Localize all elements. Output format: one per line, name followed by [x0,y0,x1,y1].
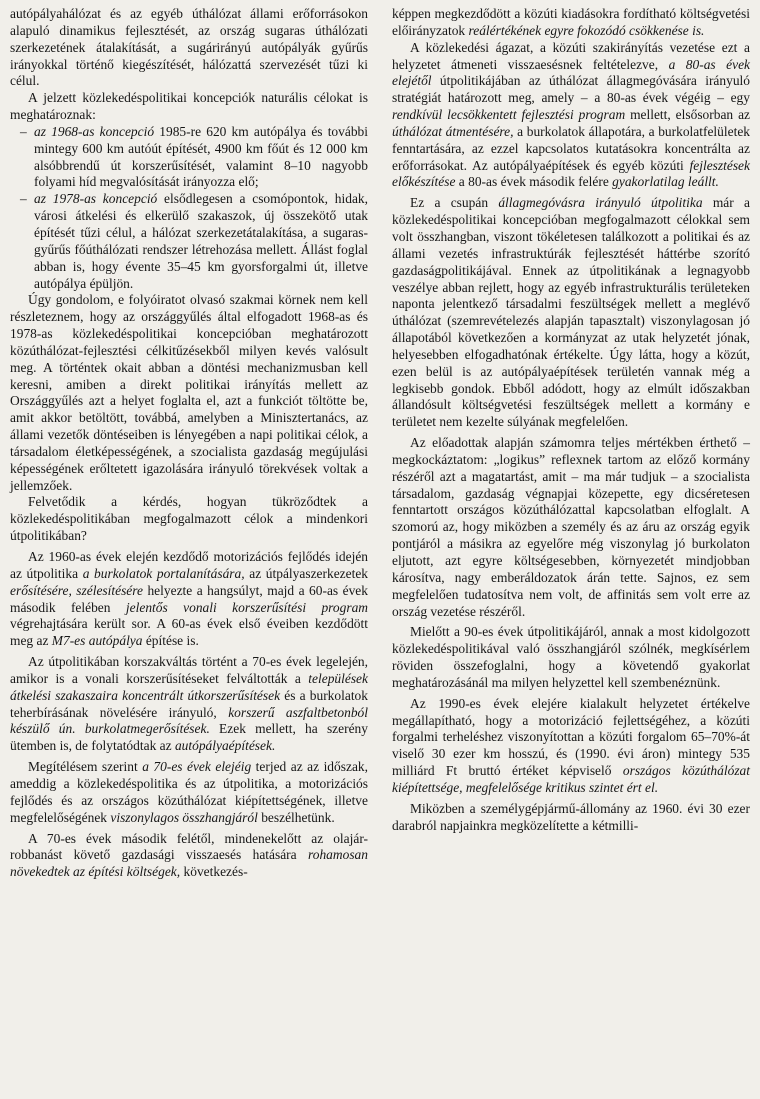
emphasis: országos közúthálózat kiépítettsége, megfelelősége kritikus szintet ért el. [392,763,750,795]
paragraph: Miközben a személygépjármű-állomány az 1960. évi 30 ezer darabról napjainkra megközelítette a kétmilli- [392,800,750,833]
paragraph [392,40,750,192]
paragraph: Felvetődik a kérdés, hogyan tükröződtek a közlekedéspolitikában megfogalmazott célok a mindenkori útpolitikában? [10,494,368,544]
text-run: 1985-re 620 km autópálya és további mintegy 600 km autóút építését, 4900 km főút és 12 000 km alsóbbrendű út korszerűsítését, valamint 8–10 nagyobb folyami híd megvalósítását irányozza elő; [34,123,368,190]
text-run: Ezek mellett, ha szerény ütemben is, de folytatódtak az [10,721,368,754]
emphasis: a burkolatok portalanítására, [82,565,245,581]
emphasis: M7-es autópálya [51,633,143,649]
text-run: A közlekedési ágazat, a közúti szakirányítás vezetése ezt a helyzetet átmeneti visszaesésnek feltételezve, [392,39,750,72]
paragraph [10,831,368,882]
emphasis: a 80-as évek elejétől [392,56,750,89]
text-run: útpolitikájában az úthálózat állagmegóvására irányuló stratégiát határozott meg, amely – a 80-as évek végéig – egy [392,73,750,106]
emphasis: gyakorlatilag leállt. [612,174,719,190]
emphasis: korszerű aszfaltbetonból készülő ún. burkolatmegerősítések. [10,704,369,737]
text-run: terjed az az időszak, ameddig a közlekedéspolitika és az útpolitika, a motorizációs fejlődés és az országos közúthálózat kiépítettségének, illetve megfelelőségének [10,759,368,825]
emphasis: állagmegóvásra irányuló útpolitika [498,195,703,211]
text-run: és a burkolatok teherbírásának növelésére irányuló, [10,687,368,720]
paragraph: autópályahálózat és az egyéb úthálózat állami erőforrásokon alapuló dinamikus fejlesztését, az ország sugaras úthálózati szerkezetének átalakítását, a sugárirányú autópályák gyűrűs irányokkal történő kiegészítését, hálózattá szervezését tűzi ki célul. [10,6,368,89]
text-run: Az útpolitikában korszakváltás történt a 70-es évek legelején, amikor is a vonali korszerűsítéseket felváltották a [10,654,368,686]
emphasis: jelentős vonali korszerűsítési program [125,599,369,615]
emphasis: a 70-es évek elejéig [142,759,252,775]
paragraph: Mielőtt a 90-es évek útpolitikájáról, annak a most kidolgozott közlekedéspolitikával való összhangjáról szólnék, megkísérlem röviden összefoglalni, hogy a követendő gyakorlat meghatározásánál ma milyen helyzettel kell szembenéznünk. [392,624,750,690]
emphasis: erősítésére, szélesítésére [10,582,143,598]
emphasis: rohamosan növekedtek az építési költségek, [10,847,368,880]
left-column [10,6,368,1099]
dash-bullet: – [20,123,27,139]
text-run: az útpályaszerkezetek [244,565,368,581]
paragraph [392,696,750,797]
paragraph: Az előadottak alapján számomra teljes mértékben érthető – megkockáztatom: „logikus” reflexnek tartom az előző kormány részéről azt a magatartást, amit – ma már tudjuk – a szocialista társadalom, gazdaság végnapjai közepette, egy dicséretesen fenntartott országos közúthálózattal kapcsolatban elfoglalt. A szomorú az, hogy miközben a személy és az áru az ország egyik pontjáról a másikra az egyelőre még viszonylag jó burkolaton eljutott, azt egyre költségesebben, környezetét mindjobban károsítva, nagy emberáldozatok árán tette. Sajnos, ez sem megfelelően tudatosítva nem volt, de affinitás sem volt erre az ország vezetése részéről. [392,435,750,619]
text-run: A 70-es évek második felétől, mindenekelőtt az olajár-robbanást követő gazdasági visszaesés hatására [10,830,368,863]
emphasis: fejlesztések előkészítése [392,157,750,190]
text-run: Megítélésem szerint [28,759,143,775]
paragraph: A jelzett közlekedéspolitikai koncepciók naturális célokat is meghatároznak: [10,90,368,123]
paragraph [10,759,368,826]
text-run: helyezte a hangsúlyt, majd a 60-as évek második felében [10,582,368,615]
text-run: már a közlekedéspolitikai koncepcióban megfogalmazott célokkal sem volt összhangban, viszont tökéletesen találkozott a politikai és az állami vezetés infrastruktúrák fejlesztését háttérbe szorító gazdaságpolitikájával. Ennek az útpolitikának a legnagyobb veszélye abban rejlett, hogy az egyéb infrastrukturális területeken naponta jelentkező társadalmi feszültségek mellett a meglévő úthálózat (szemrevételezés alapján tapasztalt) viszonylagosan jó állapotából következően a kormányzat az utak helyzetét jónak, helyesebben elfogadhatónak értékelte. Úgy látta, hogy a közút, ezen belül is az autópályaépítések területén vannak még a legkisebb gondok. Ebből adódott, hogy az elmúlt időszakban állandósult költségvetési feszültségek mellett a kormány e területet nem kezelte súlyának megfelelően. [392,195,750,430]
paragraph [392,195,750,431]
paragraph [10,654,368,755]
emphasis: az 1978-as koncepció [34,191,158,207]
text-run: a 80-as évek második felére [455,174,613,190]
emphasis: rendkívül lecsökkentett fejlesztési program [392,107,626,123]
emphasis: viszonylagos összhangjáról [110,809,258,825]
text-run: mellett, elsősorban az [625,107,750,123]
paragraph [10,549,368,650]
text-run: végrehajtására került sor. A 60-as évek első éveiben kezdődött meg az [10,616,368,649]
paragraph [392,6,750,40]
emphasis: települések átkelési szakaszaira koncentrált útkorszerűsítések [10,670,368,703]
list-item [10,124,368,191]
paragraph: Úgy gondolom, e folyóiratot olvasó szakmai körnek nem kell részleteznem, hogy az országgyűlés által elfogadott 1968-as és 1978-as közlekedéspolitikai koncepcióban meghatározott közúthálózat-fejlesztési célkitűzésekből milyen kevés valósult meg. A történtek okait abban a döntési mechanizmusban kell keresni, amiben a direkt politikai irányítás mellett az Országgyűlés azt a helyet foglalta el, azt a funkciót töltötte be, amit akkor betöltött, továbbá, amelyben a Minisztertanács, az állami vezetők döntéseiben is lényegében a napi politikai célok, a társadalom életképességének, a szocialista gazdaság megújulási képességének erőltetett igazolására irányuló törekvések voltak a jellemzőek. [10,292,368,493]
emphasis: autópályaépítések. [174,738,276,754]
text-run: képpen megkezdődött a közúti kiadásokra fordítható költségvetési előirányzatok [392,6,750,38]
text-run: következés- [180,864,248,880]
text-run: Ez a csupán [410,195,499,211]
emphasis: az 1968-as koncepció [34,123,155,139]
text-run: a burkolatok állapotára, a burkolatfelületek fenntartására, az ezzel kapcsolatos kutatásokra koncentrálta az erőforrásokat. Az autópályaépítések és egyéb közúti [392,123,750,173]
text-run: beszélhetünk. [257,809,335,825]
emphasis: úthálózat átmentésére, [392,123,514,139]
text-run: Az 1990-es évek elejére kialakult helyzetet értékelve megállapítható, hogy a motorizáció fejlettségéhez, a közúti forgalmi terheléshez viszonyítottan a közúti forgalom 65–70%-át viselő 30 ezer km hosszú, és (1990. évi áron) mintegy 535 milliárd Ft bruttó értéket képviselő [392,695,750,779]
text-run: elsődlegesen a csomópontok, hidak, városi átkelési és elkerülő szakaszok, új összekötő utak építését tűzi célul, a hálózat szerkezetátalakítása, a sugaras-gyűrűs főúthálózati rendszer létrehozása mellett. Állást foglal abban is, hogy évente 35–45 km gyorsforgalmi út, illetve autópálya épüljön. [34,191,369,291]
emphasis: reálértékének egyre fokozódó csökkenése is. [468,22,705,38]
right-column [392,6,750,1099]
list-item [10,191,368,292]
text-run: Az 1960-as évek elején kezdődő motorizációs fejlődés idején az útpolitika [10,549,368,581]
dash-bullet: – [20,191,27,207]
text-run: építése is. [142,633,199,649]
